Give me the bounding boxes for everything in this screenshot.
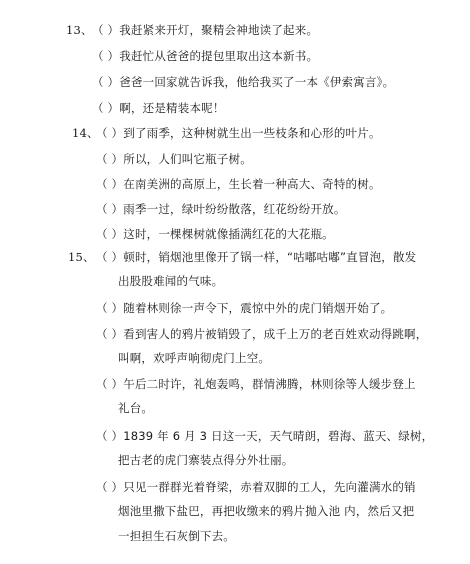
question-number-13: 13、 [66,23,93,37]
q13-item-2: （ ）我赶忙从爸爸的提包里取出这本新书。 [92,49,319,63]
q15-item-4-line-2: 礼台。 [118,401,154,415]
q14-item-4: （ ）雨季一过，绿叶纷纷散落，红花纷纷开放。 [96,202,346,216]
q15-item-5-line-1: （ ）1839 年 6 月 3 日这一天，天气晴朗，碧海、蓝天、绿树， [96,429,434,443]
q15-item-6-line-1: （ ）只见一群群光着脊梁，赤着双脚的工人，先向灌满水的销 [96,480,416,494]
q15-item-2: （ ）随着林则徐一声令下，震惊中外的虎门销烟开始了。 [96,301,393,315]
question-number-14: 14、 [72,126,99,140]
q14-item-5: （ ）这时，一棵棵树就像插满红花的大花瓶。 [96,227,334,241]
q13-item-4: （ ）啊，还是精装本呢！ [92,101,225,115]
q15-item-6-line-2: 烟池里撒下盐巴，再把收缴来的鸦片抛入池 内，然后又把 [118,504,415,518]
q15-item-5-line-2: 把古老的虎门寨装点得分外壮丽。 [118,453,294,467]
q13-item-1: （ ）我赶紧来开灯，聚精会神地读了起来。 [92,23,319,37]
q15-item-6-line-3: 一担担生石灰倒下去。 [118,529,235,543]
question-number-15: 15、 [68,250,95,264]
q15-item-3-line-1: （ ）看到害人的鸦片被销毁了，成千上万的老百姓欢动得跳啊， [96,327,428,341]
q14-item-1: （ ）到了雨季，这种树就生出一些枝条和心形的叶片。 [96,126,381,140]
q14-item-3: （ ）在南美洲的高原上，生长着一种高大、奇特的树。 [96,177,381,191]
q14-item-2: （ ）所以，人们叫它瓶子树。 [96,152,252,166]
q15-item-1-line-1: （ ）顿时，销烟池里像开了锅一样，“咕嘟咕嘟”直冒泡，散发 [96,250,417,264]
q13-item-3: （ ）爸爸一回家就告诉我，他给我买了一本《伊索寓言》。 [92,75,395,89]
q15-item-1-line-2: 出股股难闻的气味。 [118,274,224,288]
q15-item-3-line-2: 叫啊，欢呼声响彻虎门上空。 [118,351,271,365]
q15-item-4-line-1: （ ）午后二时许，礼炮轰鸣，群情沸腾，林则徐等人缓步登上 [96,377,416,391]
